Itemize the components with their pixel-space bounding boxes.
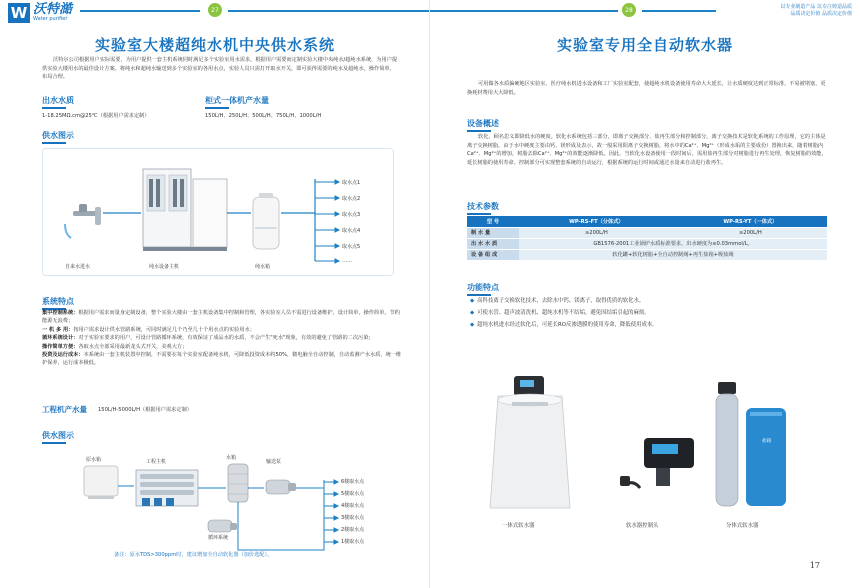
function-item bbox=[470, 320, 658, 328]
raw-water-tank-icon bbox=[84, 466, 118, 499]
feature-key: 一 机 多 用： bbox=[42, 326, 74, 333]
label-floor-5: 5楼取水点 bbox=[341, 491, 365, 497]
control-head-icon bbox=[620, 438, 694, 488]
label-point-2: 取水点2 bbox=[342, 196, 361, 202]
spec-table bbox=[467, 216, 827, 261]
page-number-left: 27 bbox=[208, 3, 222, 17]
table-cell: ≥200L/H bbox=[519, 227, 674, 238]
function-text: 可使水管、超声波清洗机、超纯水机等不结垢，避免因结垢引起的麻烦。 bbox=[477, 310, 650, 316]
features-list bbox=[42, 309, 402, 368]
label-tank: 纯水箱 bbox=[255, 264, 271, 270]
section-quality bbox=[42, 95, 74, 109]
split-softener-icon bbox=[716, 382, 786, 506]
section-features bbox=[42, 296, 74, 310]
section-overview-title: 设备概述 bbox=[467, 119, 499, 128]
section-overview bbox=[467, 118, 499, 132]
label-tap-in: 自来水进水 bbox=[65, 264, 91, 270]
faucet-icon bbox=[65, 204, 101, 238]
table-cell: ≥200L/H bbox=[674, 227, 827, 238]
section-capacity bbox=[205, 95, 269, 109]
right-page bbox=[430, 0, 860, 588]
table-header-cell: WP-RS-YT（一体式） bbox=[674, 216, 827, 227]
flow-diagram-1 bbox=[42, 148, 394, 276]
overview-paragraph: 软化，顾名思义即降低水的硬度。软化水系统包括三部分，即离子交换部分、盐再生部分和控制部分。离子交换技术是软化系统的工作原理，它的主体是离子交换树脂，由于水中硬度主要由钙、镁形成及表示，故一般采用阳离子交换树脂，将水中的Ca²⁺、Mg²⁺（形成水垢的主要成份）置换出来，随着树脂内Ca²⁺、Mg²⁺的增加，树脂去除Ca²⁺、Mg²⁺的效能逐渐降低。因此，当软化水设备使用一段时间后，需用盐再生部分对树脂进行再生处理，恢复树脂的效能，延长树脂的使用寿命。控制部分可实现整套系统的自动运行，根据系统的运行时间或通过水量来自动进行盐再生。 bbox=[467, 134, 827, 166]
feature-key: 操作简单方便： bbox=[42, 343, 79, 350]
feature-key: 集中控制系统： bbox=[42, 310, 79, 316]
label-host: 工程主机 bbox=[146, 459, 167, 465]
cabinet-unit-icon bbox=[143, 169, 227, 251]
water-tank-icon bbox=[253, 193, 279, 249]
label-floor-4: 4楼取水点 bbox=[341, 503, 365, 509]
diamond-bullet-icon: ◆ bbox=[470, 298, 475, 304]
table-row bbox=[467, 227, 827, 238]
label-point-more: …… bbox=[342, 258, 352, 264]
section-engineering bbox=[42, 404, 87, 415]
label-pump: 输送泵 bbox=[266, 459, 282, 465]
section-flow-2-title: 供水图示 bbox=[42, 431, 74, 440]
intro-paragraph: 沃特尔公司根据用户实际需要，为用户提供一套主机系统同时满足多个实验室用水需求，根据用户需要而定制实验大楼中央纯水/超纯水系统，为用户提供实验大楼用水的最佳设计方案。将纯水和超纯水输送到多个实验室的各用水点，实验人员只需打开取水开关，即可获得需要的纯水及超纯水，操作简单，布局合理。 bbox=[42, 57, 398, 81]
capacity-value: 150L/H、250L/H、500L/H、750L/H、1000L/H bbox=[205, 113, 322, 119]
folio: 17 bbox=[809, 561, 820, 570]
engineering-value: 150L/H-5000L/H（根据用户需求定制） bbox=[98, 407, 192, 413]
table-cell: GB1576-2001工业锅炉水质标准要求，出水硬度为≤0.03mmol/L。 bbox=[519, 238, 827, 249]
feature-key: 投资及运行成本： bbox=[42, 352, 84, 359]
logo-mark: W bbox=[8, 3, 30, 23]
label-point-4: 取水点4 bbox=[342, 228, 361, 234]
steel-tank-icon bbox=[228, 464, 248, 502]
feature-item bbox=[42, 334, 402, 342]
feature-value: 根据用户需求而量身定制设备，整个实验大楼由一套主机设备集中控制和管理，各实验室人员不需进行设备维护，设计简单，操作简单，节约能源无浪费； bbox=[42, 310, 400, 325]
feature-item bbox=[42, 343, 402, 351]
section-engineering-title: 工程机产水量 bbox=[42, 405, 87, 414]
feature-value: 对于实验室要求的用户，可设计管路循环系统，有效保证了成品水的水质，不会产生"死水"现象，有效的避免了管路的二次污染； bbox=[78, 335, 374, 342]
diamond-bullet-icon: ◆ bbox=[470, 322, 475, 328]
label-point-1: 取水点1 bbox=[342, 180, 361, 186]
table-header-cell: 型 号 bbox=[467, 216, 519, 227]
table-cell-key: 设 备 组 成 bbox=[467, 249, 519, 260]
right-intro: 可用做各水质偏硬地区实验室、医疗纯水机进水设备和工厂实验室配套，使超纯水机设备使用寿命大大延长，让水质硬度达到正常标准，不易被堵塞，更换耗材费用大大降低。 bbox=[467, 81, 826, 96]
label-raw-tank: 原水箱 bbox=[86, 457, 102, 463]
circulation-pump-icon bbox=[208, 520, 237, 532]
diamond-bullet-icon: ◆ bbox=[470, 310, 475, 316]
industrial-host-icon bbox=[136, 470, 198, 506]
feature-item bbox=[42, 351, 402, 368]
label-floor-3: 3楼取水点 bbox=[341, 515, 365, 521]
left-header bbox=[0, 0, 430, 26]
slogan-line-2: 品质决定价值 品质决定价值 bbox=[790, 11, 852, 17]
caption-split: 分体式软水器 bbox=[726, 523, 759, 529]
table-cell-key: 制 水 量 bbox=[467, 227, 519, 238]
table-header-cell: WP-RS-FT（分体式） bbox=[519, 216, 674, 227]
label-circ-pump: 循环系统 bbox=[208, 535, 229, 541]
section-functions-title: 功能特点 bbox=[467, 283, 499, 292]
flow-note: 备注：原水TDS>300ppm时，建议增加全自动软化器（加价选配）。 bbox=[114, 552, 273, 558]
table-cell-key: 出 水 水 质 bbox=[467, 238, 519, 249]
section-features-title: 系统特点 bbox=[42, 297, 74, 306]
header-rule bbox=[642, 10, 716, 12]
page-title-right: 实验室专用全自动软水器 bbox=[556, 36, 733, 54]
page-number-right: 28 bbox=[622, 3, 636, 17]
feature-item bbox=[42, 309, 402, 326]
page-title-left: 实验室大楼超纯水机中央供水系统 bbox=[94, 36, 335, 54]
table-header-row bbox=[467, 216, 827, 227]
label-point-5: 取水点5 bbox=[342, 244, 361, 250]
quality-value: 1-18.25MΩ.cm@25℃（根据用户需求定制） bbox=[42, 113, 150, 119]
logo-cn: 沃特澔 bbox=[33, 2, 73, 17]
logo-en: Water purifier bbox=[33, 16, 68, 22]
section-flow-2 bbox=[42, 430, 74, 444]
section-params-title: 技术参数 bbox=[467, 202, 499, 211]
label-floor-6: 6楼取水点 bbox=[341, 479, 365, 485]
feature-value: 本系统由一套主机装置中控制，不需要在每个实验室配备纯水机，可降低投资成本约50%，微电脑全自动控制，自动监测产水水质，统一维护保养，运行成本极低。 bbox=[42, 352, 402, 367]
caption-integrated: 一体式软水器 bbox=[502, 523, 535, 529]
section-flow-title: 供水图示 bbox=[42, 131, 74, 140]
header-rule bbox=[228, 10, 430, 12]
header-rule bbox=[80, 10, 200, 12]
section-params bbox=[467, 201, 499, 215]
label-floor-1: 1楼取水点 bbox=[341, 539, 365, 545]
slogan-line-1: 以专业制造产品 以专注铸造品质 bbox=[780, 4, 852, 10]
function-text: 超纯水机进水经过软化后，可延长RO反渗透膜的使用寿命，降低使用成本。 bbox=[477, 322, 658, 328]
product-illustrations bbox=[430, 368, 860, 518]
feature-key: 循环系统设计： bbox=[42, 335, 79, 342]
table-cell: 软化罐+软化树脂+全自动控制阀+再生盐箱+吸盐阀 bbox=[519, 249, 827, 260]
label-unit: 纯水设备主机 bbox=[149, 264, 180, 270]
section-capacity-title: 柜式一体机产水量 bbox=[205, 96, 269, 105]
label-point-3: 取水点3 bbox=[342, 212, 361, 218]
integrated-softener-icon bbox=[490, 376, 570, 508]
section-flow bbox=[42, 130, 74, 144]
function-item bbox=[470, 308, 650, 316]
feature-item bbox=[42, 326, 402, 334]
feature-value: 按用户需求设计供水管路系统，可同时满足几个乃至几十个用水点的实验用水； bbox=[73, 326, 255, 333]
feature-value: 各取水点全部采用最新龙头式开关，美观大方； bbox=[78, 343, 188, 350]
flow-diagram-2 bbox=[42, 446, 402, 558]
header-rule bbox=[430, 10, 618, 12]
label-water-tank: 水箱 bbox=[226, 455, 237, 461]
caption-control-head: 软水器控制头 bbox=[626, 523, 659, 529]
section-functions bbox=[467, 282, 499, 296]
section-quality-title: 出水水质 bbox=[42, 96, 74, 105]
function-item bbox=[470, 296, 644, 304]
table-row bbox=[467, 238, 827, 249]
table-row bbox=[467, 249, 827, 260]
right-header bbox=[430, 0, 860, 26]
slogan bbox=[780, 4, 852, 18]
brand-logo bbox=[8, 3, 72, 23]
pump-icon bbox=[266, 480, 296, 494]
salt-box-label: 盐箱 bbox=[762, 439, 772, 444]
label-floor-2: 2楼取水点 bbox=[341, 527, 365, 533]
function-text: 高科技离子交换软化技术，去除水中钙、镁离子，取得优质的软化水。 bbox=[477, 298, 645, 304]
